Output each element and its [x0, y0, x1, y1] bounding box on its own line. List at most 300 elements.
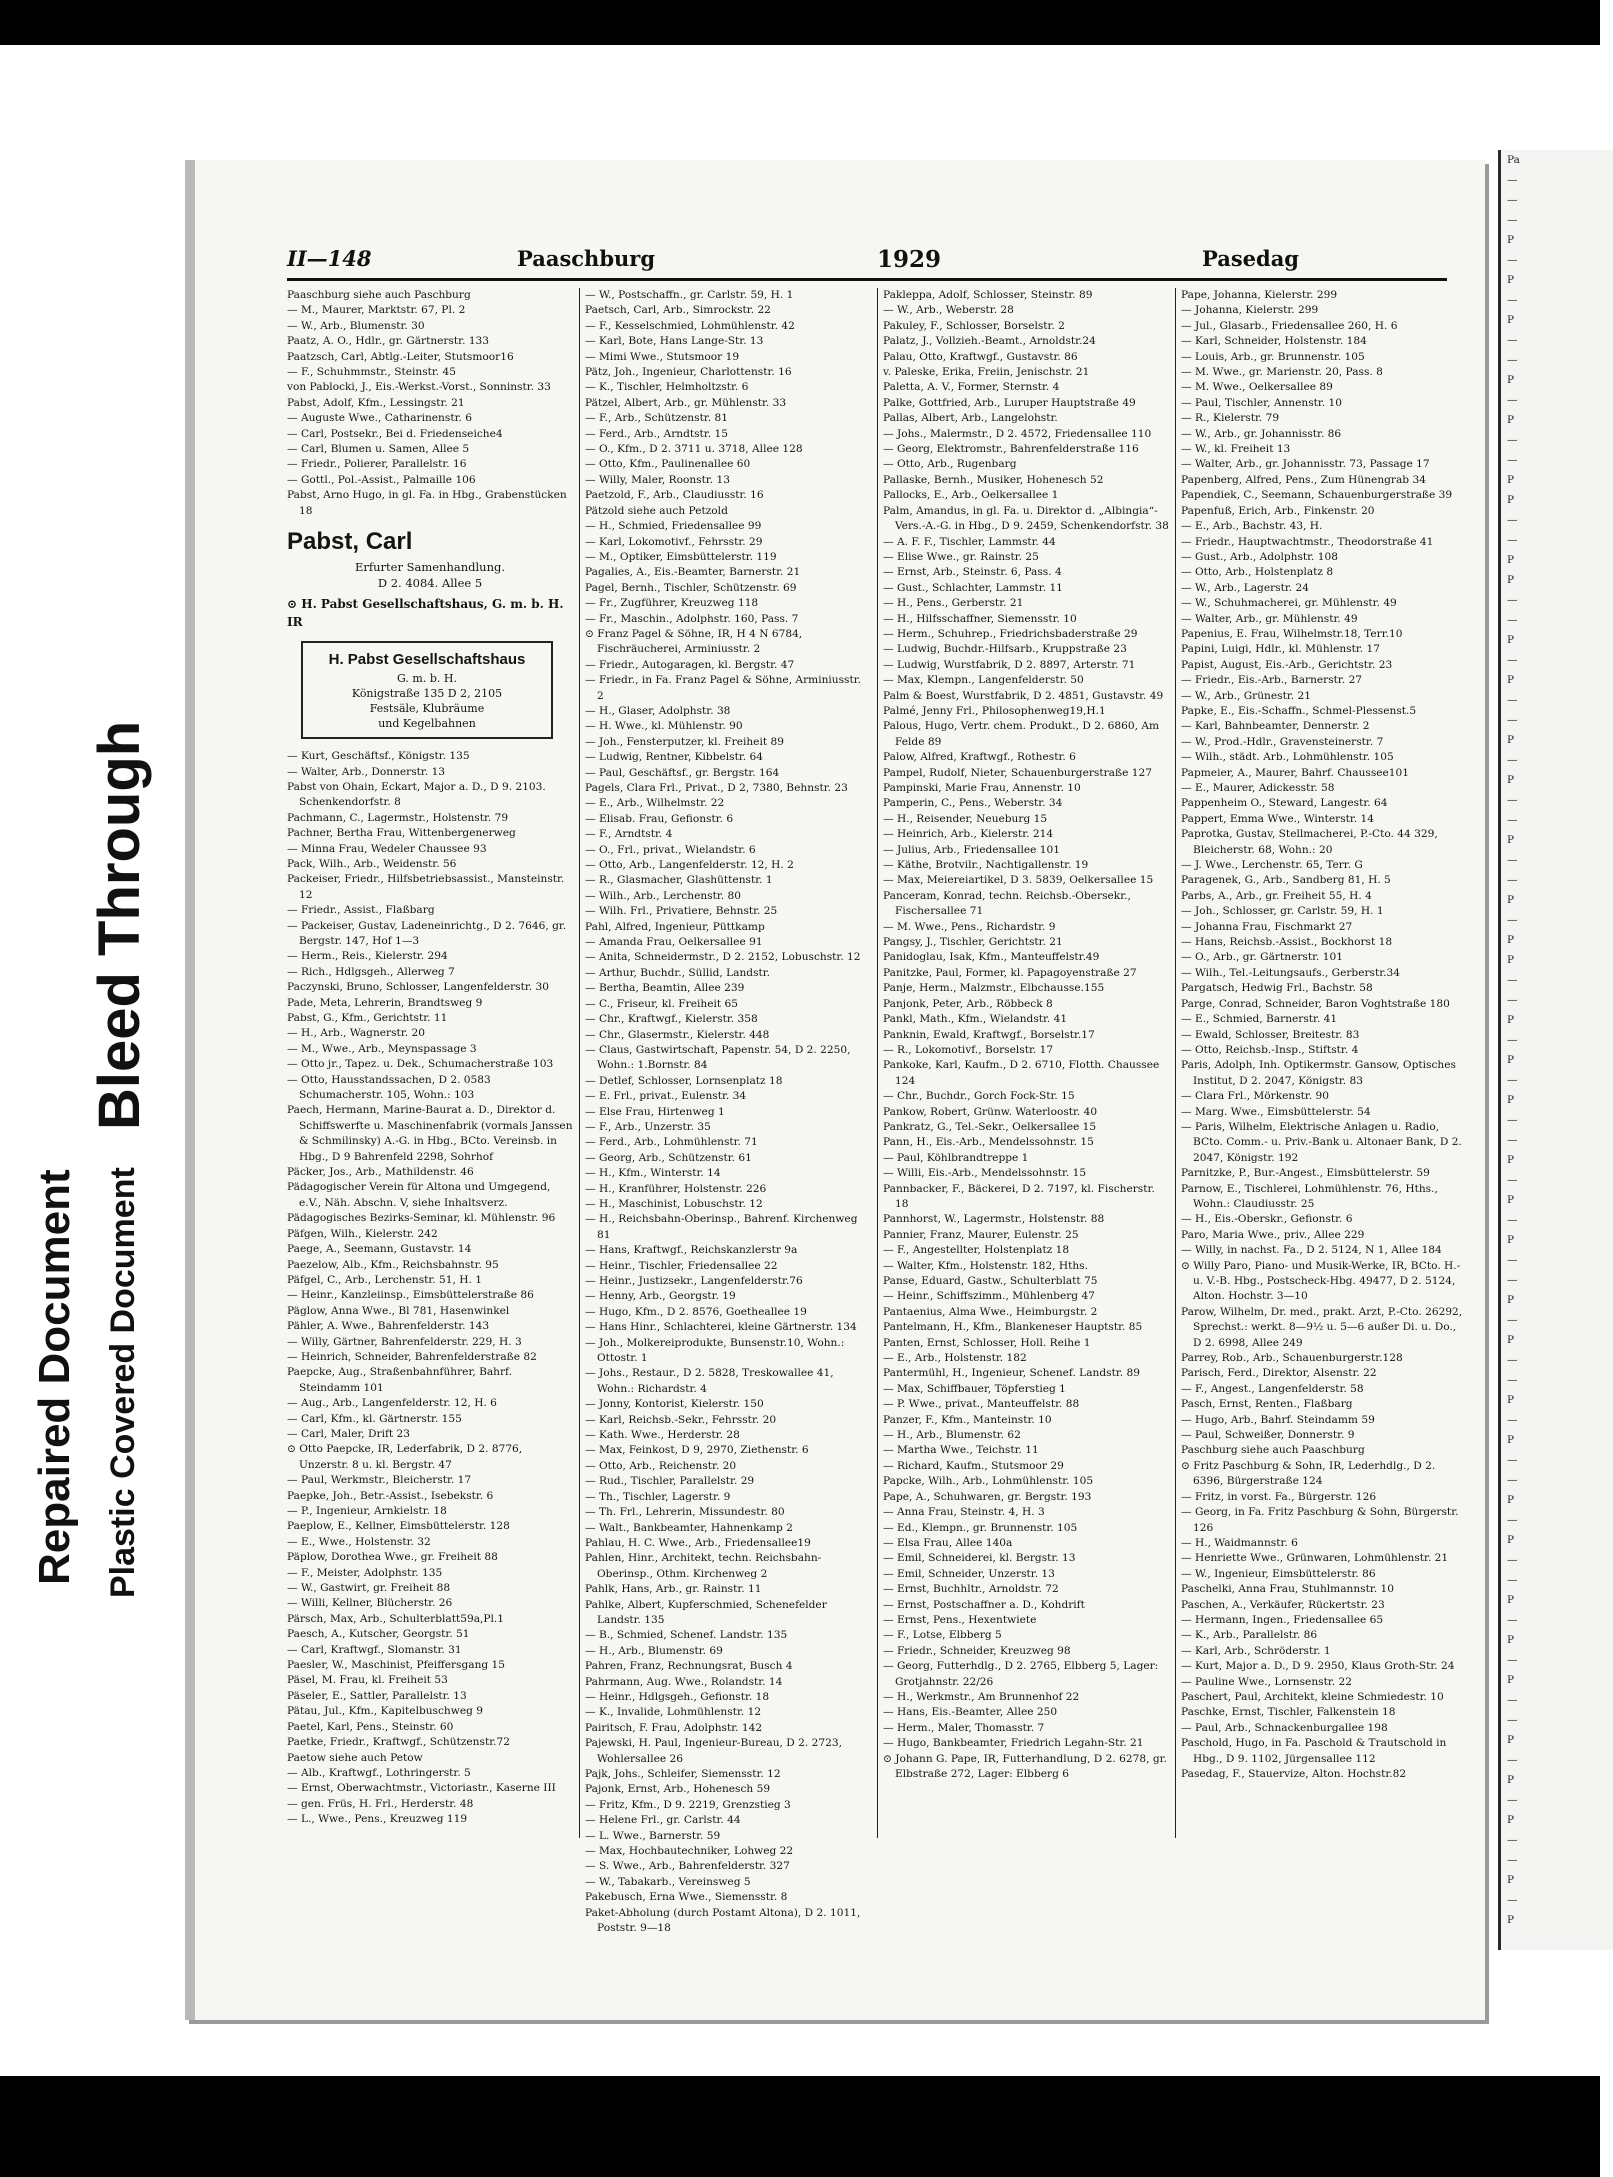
directory-entry: — Fr., Zugführer, Kreuzweg 118 [585, 597, 759, 610]
directory-entry: — S. Wwe., Arb., Bahrenfelderstr. 327 [585, 1860, 790, 1873]
directory-entry: — Kath. Wwe., Herderstr. 28 [585, 1429, 740, 1442]
next-page-fragment: P [1507, 274, 1515, 286]
directory-entry: — Karl, Bote, Hans Lange-Str. 13 [585, 335, 764, 348]
directory-entry: — Friedr., Autogaragen, kl. Bergstr. 47 [585, 658, 795, 671]
directory-entry: Paletta, A. V., Former, Sternstr. 4 [883, 381, 1060, 394]
directory-entry: — Pauline Wwe., Lornsenstr. 22 [1181, 1675, 1352, 1688]
directory-entry: — W., Arb., Blumenstr. 30 [287, 319, 425, 332]
directory-entry: — Georg, in Fa. Fritz Paschburg & Sohn, Bürgerstr. 126 [1181, 1506, 1459, 1534]
next-page-fragment: — [1507, 434, 1518, 446]
directory-entry: — Paris, Wilhelm, Elektrische Anlagen u. Radio, BCto. Comm.- u. Priv.-Bank u. Altonaer Bank, D 2. 2047, Königstr. 192 [1181, 1120, 1462, 1164]
directory-entry: — H., Maschinist, Lobuschstr. 12 [585, 1197, 763, 1210]
directory-entry: Packeiser, Friedr., Hilfsbetriebsassist., Mansteinstr. 12 [287, 873, 565, 901]
directory-entry: — H., Reisender, Neueburg 15 [883, 812, 1048, 825]
directory-entry: Panidoglau, Isak, Kfm., Manteuffelstr.49 [883, 951, 1100, 964]
directory-entry: — Heinr., Hdlgsgeh., Gefionstr. 18 [585, 1690, 770, 1703]
directory-entry: Päseler, E., Sattler, Parallelstr. 13 [287, 1689, 467, 1702]
directory-entry: — Chr., Kraftwgf., Kielerstr. 358 [585, 1013, 758, 1026]
directory-entry: — H., Waidmannstr. 6 [1181, 1536, 1298, 1549]
directory-entry: Parrey, Rob., Arb., Schauenburgerstr.128 [1181, 1352, 1403, 1365]
next-page-fragment: — [1507, 1074, 1518, 1086]
directory-entry: Pabst, Adolf, Kfm., Lessingstr. 21 [287, 396, 465, 409]
directory-entry: Pannbacker, F., Bäckerei, D 2. 7197, kl. Fischerstr. 18 [883, 1182, 1155, 1210]
directory-entry: — Willy, Gärtner, Bahrenfelderstr. 229, H. 3 [287, 1335, 522, 1348]
next-page-fragment: — [1507, 914, 1518, 926]
next-page-fragment: — [1507, 514, 1518, 526]
directory-entry: — Hugo, Kfm., D 2. 8576, Goetheallee 19 [585, 1305, 807, 1318]
directory-entry: Pape, Johanna, Kielerstr. 299 [1181, 289, 1338, 301]
directory-entry: Pahren, Franz, Rechnungsrat, Busch 4 [585, 1660, 793, 1673]
scan-border-bottom [0, 2076, 1600, 2177]
directory-entry: Paech, Hermann, Marine-Baurat a. D., Direktor d. Schiffswerfte u. Maschinenfabrik (vormals Janssen & Schmilinsky) A.-G. in Hbg., BCto. Vereinsb. in Hbg., D 9 Bahrenfeld 2298, Sohrhof [287, 1104, 573, 1163]
next-page-fragment: P [1507, 674, 1515, 686]
directory-entry: Pack, Wilh., Arb., Weidenstr. 56 [287, 857, 457, 870]
directory-entry: Paepcke, Aug., Straßenbahnführer, Bahrf. Steindamm 101 [287, 1366, 512, 1394]
directory-entry: — H., Schmied, Friedensallee 99 [585, 520, 762, 533]
next-page-fragment: — [1507, 1134, 1518, 1146]
directory-entry: — Fritz, Kfm., D 9. 2219, Grenzstieg 3 [585, 1798, 791, 1811]
directory-entry: Parbs, A., Arb., gr. Freiheit 55, H. 4 [1181, 889, 1372, 902]
directory-entry: — Chr., Glasermstr., Kielerstr. 448 [585, 1028, 770, 1041]
directory-entry: ⊙ Fritz Paschburg & Sohn, IR, Lederhdlg., D 2. 6396, Bürgerstraße 124 [1181, 1459, 1436, 1488]
directory-entry: — Karl, Bahnbeamter, Dennerstr. 2 [1181, 720, 1370, 733]
directory-entry: — Georg, Futterhdlg., D 2. 2765, Elbberg 5, Lager: Grotjahnstr. 22/26 [883, 1660, 1159, 1688]
directory-entry: — Emil, Schneider, Unzerstr. 13 [883, 1567, 1055, 1580]
directory-entry: Pasedag, F., Stauervize, Alton. Hochstr.82 [1181, 1768, 1407, 1780]
directory-entry: — Johs., Restaur., D 2. 5828, Treskowallee 41, Wohn.: Richardstr. 4 [585, 1367, 834, 1395]
directory-entry: Pankow, Robert, Grünw. Waterloostr. 40 [883, 1105, 1098, 1118]
directory-entry: Palous, Hugo, Vertr. chem. Produkt., D 2. 6860, Am Felde 89 [883, 720, 1160, 748]
next-page-fragment: — [1507, 194, 1518, 206]
directory-entry: Panzer, F., Kfm., Manteinstr. 10 [883, 1413, 1052, 1426]
directory-entry: — F., Arb., Unzerstr. 35 [585, 1120, 711, 1133]
directory-entry: — Gust., Schlachter, Lammstr. 11 [883, 581, 1063, 594]
directory-entry: — Wilh. Frl., Privatiere, Behnstr. 25 [585, 905, 778, 918]
directory-entry: — Henriette Wwe., Grünwaren, Lohmühlenstr. 21 [1181, 1552, 1449, 1565]
directory-entry: Papini, Luigi, Hdlr., kl. Mühlenstr. 17 [1181, 643, 1380, 656]
directory-entry: — W., Schuhmacherei, gr. Mühlenstr. 49 [1181, 597, 1397, 610]
directory-entry: Pakuley, F., Schlosser, Borselstr. 2 [883, 319, 1065, 332]
directory-entry: — Friedr., Schneider, Kreuzweg 98 [883, 1644, 1071, 1657]
directory-entry: — R., Lokomotivf., Borselstr. 17 [883, 1043, 1054, 1056]
directory-entry: — Hermann, Ingen., Friedensallee 65 [1181, 1613, 1384, 1626]
directory-entry: Paschen, A., Verkäufer, Rückertstr. 23 [1181, 1598, 1385, 1611]
directory-entry: — Minna Frau, Wedeler Chaussee 93 [287, 842, 487, 855]
directory-entry: — W., Postschaffn., gr. Carlstr. 59, H. 1 [585, 289, 794, 301]
directory-entry: — K., Arb., Parallelstr. 86 [1181, 1629, 1318, 1642]
next-page-fragment: — [1507, 334, 1518, 346]
directory-entry: — Chr., Buchdr., Gorch Fock-Str. 15 [883, 1090, 1075, 1103]
next-page-fragment: P [1507, 574, 1515, 586]
directory-entry: Paetel, Karl, Pens., Steinstr. 60 [287, 1720, 454, 1733]
directory-entry: — Elsa Frau, Allee 140a [883, 1536, 1013, 1549]
next-page-fragment: — [1507, 1174, 1518, 1186]
next-page-fragment: — [1507, 1694, 1518, 1706]
directory-entry: — E., Wwe., Holstenstr. 32 [287, 1535, 431, 1548]
directory-entry: — Anna Frau, Steinstr. 4, H. 3 [883, 1506, 1045, 1519]
directory-entry: Panitzke, Paul, Former, kl. Papagoyenstraße 27 [883, 966, 1137, 979]
directory-entry: Papendiek, C., Seemann, Schauenburgerstraße 39 [1181, 489, 1453, 502]
directory-entry: Pärsch, Max, Arb., Schulterblatt59a,Pl.1 [287, 1612, 505, 1625]
directory-entry: Paschelki, Anna Frau, Stuhlmannstr. 10 [1181, 1583, 1394, 1596]
directory-entry: — L. Wwe., Barnerstr. 59 [585, 1829, 721, 1842]
column-3 [883, 288, 1169, 1838]
directory-entry: — F., Arndtstr. 4 [585, 828, 673, 841]
directory-entry: Panje, Herm., Malzmstr., Elbchausse.155 [883, 982, 1105, 995]
directory-entry: Papenius, E. Frau, Wilhelmstr.18, Terr.10 [1181, 627, 1403, 640]
directory-entry: Pairitsch, F. Frau, Adolphstr. 142 [585, 1721, 763, 1734]
directory-entry: — W., kl. Freiheit 13 [1181, 443, 1291, 456]
directory-entry: Paege, A., Seemann, Gustavstr. 14 [287, 1243, 472, 1256]
directory-entry: — Max, Feinkost, D 9, 2970, Ziethenstr. 6 [585, 1444, 809, 1457]
directory-entry: — Wilh., städt. Arb., Lohmühlenstr. 105 [1181, 751, 1394, 764]
bleed-through-label: Bleed Through [87, 720, 152, 1130]
directory-entry: ⊙ Johann G. Pape, IR, Futterhandlung, D 2. 6278, gr. Elbstraße 272, Lager: Elbberg 6 [883, 1752, 1167, 1780]
directory-entry: — Karl, Reichsb.-Sekr., Fehrsstr. 20 [585, 1413, 777, 1426]
ad-box-line: G. m. b. H. [397, 672, 457, 686]
directory-entry: — Ernst, Postschaffner a. D., Kohdrift [883, 1598, 1085, 1611]
next-page-fragment: — [1507, 854, 1518, 866]
directory-entry: — H. Wwe., kl. Mühlenstr. 90 [585, 720, 743, 733]
directory-entry: Pankratz, G., Tel.-Sekr., Oelkersallee 15 [883, 1120, 1097, 1133]
directory-entry: — Max, Schiffbauer, Töpferstieg 1 [883, 1382, 1066, 1395]
column-4 [1181, 288, 1467, 1838]
directory-entry: — W., Prod.-Hdlr., Gravensteinerstr. 7 [1181, 735, 1384, 748]
directory-entry: ⊙ Otto Paepcke, IR, Lederfabrik, D 2. 8776, Unzerstr. 8 u. kl. Bergstr. 47 [287, 1443, 523, 1471]
next-page-fragment: — [1507, 1314, 1518, 1326]
directory-entry: — H., Arb., Blumenstr. 62 [883, 1429, 1021, 1442]
directory-entry: — A. F. F., Tischler, Lammstr. 44 [883, 535, 1056, 548]
directory-entry: — Ludwig, Buchdr.-Hilfsarb., Kruppstraße 23 [883, 643, 1127, 656]
directory-entry: Paepke, Joh., Betr.-Assist., Isebekstr. 6 [287, 1489, 494, 1502]
next-page-fragment: — [1507, 974, 1518, 986]
directory-entry: — Ferd., Arb., Arndtstr. 15 [585, 427, 728, 440]
directory-entry: — Helene Frl., gr. Carlstr. 44 [585, 1814, 741, 1827]
directory-entry: — Heinrich, Schneider, Bahrenfelderstraße 82 [287, 1350, 537, 1363]
directory-entry: — H., Arb., Wagnerstr. 20 [287, 1027, 425, 1040]
next-page-fragment: — [1507, 1254, 1518, 1266]
directory-entry: — Kurt, Major a. D., D 9. 2950, Klaus Groth-Str. 24 [1181, 1660, 1455, 1673]
directory-entry: — W., Ingenieur, Eimsbüttelerstr. 86 [1181, 1567, 1376, 1580]
directory-entry: Pahrmann, Aug. Wwe., Rolandstr. 14 [585, 1675, 783, 1688]
directory-entry: — Karl, Arb., Schröderstr. 1 [1181, 1644, 1331, 1657]
next-page-fragment: — [1507, 1854, 1518, 1866]
directory-entry: — P. Wwe., privat., Manteuffelstr. 88 [883, 1398, 1080, 1411]
next-page-fragment: — [1507, 1794, 1518, 1806]
directory-entry: — Kurt, Geschäftsf., Königstr. 135 [287, 750, 470, 763]
directory-entry: — Ernst, Arb., Steinstr. 6, Pass. 4 [883, 566, 1062, 579]
directory-entry: Paetke, Friedr., Kraftwgf., Schützenstr.72 [287, 1736, 510, 1749]
directory-entry: — Th. Frl., Lehrerin, Missundestr. 80 [585, 1506, 785, 1519]
directory-entry: — Heinr., Kanzleiinsp., Eimsbüttelerstraße 86 [287, 1289, 534, 1302]
directory-entry: — M., Maurer, Marktstr. 67, Pl. 2 [287, 304, 466, 317]
directory-entry: — Karl, Lokomotivf., Fehrsstr. 29 [585, 535, 763, 548]
directory-entry: Palm & Boest, Wurstfabrik, D 2. 4851, Gustavstr. 49 [883, 689, 1164, 702]
pabst-advertisement [287, 525, 573, 739]
directory-entry: Paris, Adolph, Inh. Optikermstr. Gansow, Optisches Institut, D 2. 2047, Königstr. 83 [1181, 1059, 1456, 1087]
directory-entry: — Max, Klempn., Langenfelderstr. 50 [883, 674, 1084, 687]
directory-entry: — Ludwig, Rentner, Kibbelstr. 64 [585, 751, 763, 764]
directory-entry: Palatz, J., Vollzieh.-Beamt., Arnoldstr.24 [883, 335, 1096, 348]
directory-entry: — Ed., Klempn., gr. Brunnenstr. 105 [883, 1521, 1078, 1534]
directory-entry: — Mimi Wwe., Stutsmoor 19 [585, 350, 740, 363]
next-page-fragment: — [1507, 994, 1518, 1006]
directory-entry: Panceram, Konrad, techn. Reichsb.-Obersekr., Fischersallee 71 [883, 889, 1131, 918]
directory-entry: — W., Arb., gr. Johannisstr. 86 [1181, 427, 1342, 440]
directory-entry: — E., Arb., Holstenstr. 182 [883, 1352, 1027, 1365]
next-page-fragment: — [1507, 454, 1518, 466]
directory-entry: Pampel, Rudolf, Nieter, Schauenburgerstraße 127 [883, 766, 1152, 779]
directory-entry: — F., Kesselschmied, Lohmühlenstr. 42 [585, 319, 795, 332]
directory-entry: — Paul, Tischler, Annenstr. 10 [1181, 396, 1343, 409]
directory-entry: Pallaske, Bernh., Musiker, Hohenesch 52 [883, 473, 1104, 486]
page-number: II—148 [287, 246, 372, 271]
next-page-fragment: P [1507, 1434, 1515, 1446]
directory-entry: Pahlau, H. C. Wwe., Arb., Friedensallee19 [585, 1536, 811, 1549]
directory-entry: — E., Schmied, Barnerstr. 41 [1181, 1013, 1338, 1026]
directory-entry: — J. Wwe., Lerchenstr. 65, Terr. G [1181, 859, 1363, 872]
directory-entry: — Louis, Arb., gr. Brunnenstr. 105 [1181, 350, 1365, 363]
directory-entry: — M., Optiker, Eimsbüttelerstr. 119 [585, 550, 777, 563]
directory-entry: — F., Meister, Adolphstr. 135 [287, 1566, 443, 1579]
directory-entry: — H., Reichsbahn-Oberinsp., Bahrenf. Kirchenweg 81 [585, 1213, 858, 1241]
next-page-fragment: P [1507, 1494, 1515, 1506]
directory-entry: Pamperin, C., Pens., Weberstr. 34 [883, 797, 1063, 810]
ad-box-line: Festsäle, Klubräume [369, 702, 485, 716]
directory-entry: — W., Arb., Weberstr. 28 [883, 304, 1014, 317]
directory-entry: — Gust., Arb., Adolphstr. 108 [1181, 550, 1338, 563]
directory-entry: Paeplow, E., Kellner, Eimsbüttelerstr. 128 [287, 1520, 510, 1533]
ad-box-title: H. Pabst Gesellschaftshaus [328, 651, 526, 669]
directory-entry: — Herm., Schuhrep., Friedrichsbaderstraße 29 [883, 627, 1138, 640]
directory-entry: Palmé, Jenny Frl., Philosophenweg19,H.1 [883, 704, 1106, 717]
directory-entry: Panknin, Ewald, Kraftwgf., Borselstr.17 [883, 1028, 1095, 1041]
directory-entry: — F., Lotse, Elbberg 5 [883, 1629, 1002, 1642]
directory-entry: — Emil, Schneiderei, kl. Bergstr. 13 [883, 1552, 1076, 1565]
directory-entry: Paesch, A., Kutscher, Georgstr. 51 [287, 1628, 470, 1641]
directory-entry: Pasch, Ernst, Renten., Flaßbarg [1181, 1398, 1353, 1411]
directory-entry: — Elisab. Frau, Gefionstr. 6 [585, 812, 734, 825]
directory-entry: Paragenek, G., Arb., Sandberg 81, H. 5 [1181, 874, 1391, 887]
directory-entry: — Otto, Kfm., Paulinenallee 60 [585, 458, 751, 471]
directory-entry: Papke, E., Eis.-Schaffn., Schmel-Plessenst.5 [1181, 704, 1417, 717]
directory-entry: — Friedr., Hauptwachtmstr., Theodorstraße 41 [1181, 535, 1434, 548]
ad-line: D 2. 4084. Allee 5 [377, 576, 483, 591]
directory-entry: — C., Friseur, kl. Freiheit 65 [585, 997, 738, 1010]
next-page-fragment: P [1507, 1054, 1515, 1066]
directory-entry: Paezelow, Alb., Kfm., Reichsbahnstr. 95 [287, 1258, 499, 1271]
directory-entry: — Willy, in nachst. Fa., D 2. 5124, N 1, Allee 184 [1181, 1244, 1442, 1257]
directory-entry: — Carl, Kfm., kl. Gärtnerstr. 155 [287, 1412, 462, 1425]
directory-entry: v. Paleske, Erika, Freiin, Jenischstr. 21 [883, 366, 1090, 379]
directory-entry: — Julius, Arb., Friedensallee 101 [883, 843, 1061, 856]
directory-entry: — Käthe, Brotvilr., Nachtigallenstr. 19 [883, 859, 1089, 872]
next-page-fragment: — [1507, 1274, 1518, 1286]
directory-entry: — M. Wwe., Oelkersallee 89 [1181, 381, 1333, 394]
plastic-covered-label: Plastic Covered Document [104, 1167, 142, 1598]
next-page-fragment: — [1507, 1474, 1518, 1486]
directory-entry: Pantaenius, Alma Wwe., Heimburgstr. 2 [883, 1305, 1098, 1318]
directory-entry: Pagels, Clara Frl., Privat., D 2, 7380, Behnstr. 23 [585, 782, 848, 794]
directory-entry: Papenberg, Alfred, Pens., Zum Hünengrab 34 [1181, 473, 1426, 486]
directory-entry: — Walter, Arb., Donnerstr. 13 [287, 765, 446, 778]
directory-entry: — Hans, Kraftwgf., Reichskanzlerstr 9a [585, 1244, 798, 1257]
directory-entry: Päfgel, C., Arb., Lerchenstr. 51, H. 1 [287, 1273, 482, 1286]
directory-entry: Papmeier, A., Maurer, Bahrf. Chaussee101 [1181, 766, 1410, 779]
next-page-fragment: — [1507, 1574, 1518, 1586]
directory-entry: — Johs., Malermstr., D 2. 4572, Friedensallee 110 [883, 427, 1152, 440]
directory-entry: — Carl, Kraftwgf., Slomanstr. 31 [287, 1643, 462, 1656]
directory-entry: — Paul, Schweißer, Donnerstr. 9 [1181, 1429, 1355, 1442]
directory-entry: — Richard, Kaufm., Stutsmoor 29 [883, 1459, 1064, 1472]
directory-entry: Päsel, M. Frau, kl. Freiheit 53 [287, 1674, 448, 1687]
directory-entry: — H., Kfm., Winterstr. 14 [585, 1167, 721, 1180]
directory-entry: — Friedr., Assist., Flaßbarg [287, 904, 435, 917]
next-page-fragment: P [1507, 1594, 1515, 1606]
directory-entry: Pätz, Joh., Ingenieur, Charlottenstr. 16 [585, 366, 792, 379]
directory-entry: Päglow, Anna Wwe., Bl 781, Hasenwinkel [287, 1304, 510, 1317]
directory-entry: — K., Tischler, Helmholtzstr. 6 [585, 381, 749, 394]
directory-entry: — F., Angestellter, Holstenplatz 18 [883, 1244, 1070, 1257]
directory-entry: — Jonny, Kontorist, Kielerstr. 150 [585, 1398, 764, 1411]
directory-entry: — R., Kielerstr. 79 [1181, 412, 1280, 425]
directory-entry: Palau, Otto, Kraftwgf., Gustavstr. 86 [883, 350, 1078, 363]
directory-entry: Pätau, Jul., Kfm., Kapitelbuschweg 9 [287, 1705, 483, 1718]
directory-entry: Palm, Amandus, in gl. Fa. u. Direktor d. „Albingia“-Vers.-A.-G. in Hbg., D 9. 2459, Schenkendorfstr. 38 [883, 504, 1169, 533]
directory-entry: — Friedr., Polierer, Parallelstr. 16 [287, 458, 467, 471]
directory-entry: Palow, Alfred, Kraftwgf., Rothestr. 6 [883, 751, 1076, 764]
directory-entry: Parow, Wilhelm, Dr. med., prakt. Arzt, P.-Cto. 26292, Sprechst.: werkt. 8—9½ u. 5—6 außer Di. u. Do., D 2. 6998, Allee 249 [1181, 1305, 1463, 1349]
next-page-fragment: — [1507, 1654, 1518, 1666]
directory-entry: — B., Schmied, Schenef. Landstr. 135 [585, 1629, 788, 1642]
directory-entry: — E., Arb., Wilhelmstr. 22 [585, 797, 725, 810]
next-page-fragment: P [1507, 314, 1515, 326]
directory-entry: — L., Wwe., Pens., Kreuzweg 119 [287, 1813, 468, 1826]
directory-entry: — Herm., Maler, Thomasstr. 7 [883, 1721, 1045, 1734]
directory-entry: Papcke, Wilh., Arb., Lohmühlenstr. 105 [883, 1475, 1094, 1488]
directory-entry: — H., Hilfsschaffner, Siemensstr. 10 [883, 612, 1077, 625]
directory-entry: — Martha Wwe., Teichstr. 11 [883, 1444, 1039, 1457]
directory-entry: Parnitzke, P., Bur.-Angest., Eimsbüttelerstr. 59 [1181, 1167, 1430, 1180]
directory-entry: — Ewald, Schlosser, Breitestr. 83 [1181, 1028, 1360, 1041]
next-page-fragment: — [1507, 1414, 1518, 1426]
directory-entry: Paczynski, Bruno, Schlosser, Langenfelderstr. 30 [287, 981, 549, 994]
directory-entry: — Joh., Fensterputzer, kl. Freiheit 89 [585, 735, 784, 748]
directory-entry: Paschburg siehe auch Paaschburg [1181, 1444, 1365, 1457]
directory-entry: Pappenheim O., Steward, Langestr. 64 [1181, 797, 1388, 810]
directory-entry: — Willy, Maler, Roonstr. 13 [585, 473, 730, 486]
directory-entry: — Otto, Hausstandssachen, D 2. 0583 Schumacherstr. 105, Wohn.: 103 [287, 1073, 491, 1102]
next-page-fragment: — [1507, 294, 1518, 306]
directory-entry: Pallocks, E., Arb., Oelkersallee 1 [883, 489, 1059, 502]
next-page-fragment: — [1507, 214, 1518, 226]
next-page-fragment: — [1507, 1834, 1518, 1846]
directory-entry: Paschold, Hugo, in Fa. Paschold & Trautschold in Hbg., D 9. 1102, Jürgensallee 112 [1181, 1737, 1447, 1765]
next-page-fragment: P [1507, 1874, 1515, 1886]
next-page-fragment: P [1507, 734, 1515, 746]
directory-entry: — F., Schuhmmstr., Steinstr. 45 [287, 366, 457, 379]
next-page-fragment: — [1507, 1214, 1518, 1226]
directory-entry: Papenfuß, Erich, Arb., Finkenstr. 20 [1181, 504, 1375, 517]
directory-entry: Pachner, Bertha Frau, Wittenbergenerweg [287, 827, 516, 840]
directory-entry: — Herm., Reis., Kielerstr. 294 [287, 950, 448, 963]
next-page-fragment: P [1507, 634, 1515, 646]
next-page-fragment: — [1507, 1374, 1518, 1386]
directory-entry: Paschert, Paul, Architekt, kleine Schmiedestr. 10 [1181, 1690, 1444, 1703]
directory-entry: — Auguste Wwe., Catharinenstr. 6 [287, 412, 472, 425]
column-1 [287, 288, 573, 1838]
directory-entry: Päcker, Jos., Arb., Mathildenstr. 46 [287, 1166, 474, 1179]
column-divider [877, 288, 878, 1838]
next-page-fragment: P [1507, 1774, 1515, 1786]
next-page-fragment: P [1507, 414, 1515, 426]
directory-entry: — H., Arb., Blumenstr. 69 [585, 1644, 723, 1657]
next-page-fragment: Pa [1507, 154, 1520, 166]
directory-entry: Pagel, Bernh., Tischler, Schützenstr. 69 [585, 581, 797, 594]
directory-entry: — Ernst, Oberwachtmstr., Victoriastr., Kaserne III [287, 1782, 556, 1795]
directory-entry: — O., Frl., privat., Wielandstr. 6 [585, 843, 756, 856]
next-page-fragment: — [1507, 1614, 1518, 1626]
directory-entry: — E., Arb., Bachstr. 43, H. [1181, 520, 1323, 533]
directory-entry: Päplow, Dorothea Wwe., gr. Freiheit 88 [287, 1551, 498, 1564]
next-page-fragment: — [1507, 354, 1518, 366]
next-page-fragment: P [1507, 934, 1515, 946]
directory-entry: — O., Kfm., D 2. 3711 u. 3718, Allee 128 [585, 443, 803, 456]
directory-entry: — Elise Wwe., gr. Rainstr. 25 [883, 550, 1039, 563]
directory-entry: Pätzel, Albert, Arb., gr. Mühlenstr. 33 [585, 396, 787, 409]
next-page-fragment: P [1507, 1194, 1515, 1206]
directory-entry: Pachmann, C., Lagermstr., Holstenstr. 79 [287, 811, 509, 824]
next-page-fragment: — [1507, 394, 1518, 406]
next-page-fragment: P [1507, 1674, 1515, 1686]
directory-entry: — Otto jr., Tapez. u. Dek., Schumacherstraße 103 [287, 1058, 554, 1071]
next-page-fragment: — [1507, 1554, 1518, 1566]
directory-entry: — Ferd., Arb., Lohmühlenstr. 71 [585, 1136, 758, 1149]
directory-entry: — W., Arb., Grünestr. 21 [1181, 689, 1311, 702]
directory-entry: Pajonk, Ernst, Arb., Hohenesch 59 [585, 1783, 771, 1796]
directory-entry: Pakleppa, Adolf, Schlosser, Steinstr. 89 [883, 289, 1093, 301]
directory-entry: — Carl, Maler, Drift 23 [287, 1427, 410, 1440]
next-page-fragment: P [1507, 474, 1515, 486]
directory-entry: — Ludwig, Wurstfabrik, D 2. 8897, Arterstr. 71 [883, 658, 1136, 671]
column-2 [585, 288, 871, 1935]
next-page-fragment: — [1507, 754, 1518, 766]
directory-entry: — H., Eis.-Oberskr., Gefionstr. 6 [1181, 1213, 1353, 1226]
directory-entry: — Willi, Eis.-Arb., Mendelssohnstr. 15 [883, 1167, 1087, 1180]
directory-entry: — Jul., Glasarb., Friedensallee 260, H. 6 [1181, 319, 1398, 332]
directory-entry: Paetzold, F., Arb., Claudiusstr. 16 [585, 489, 764, 502]
directory-entry: — E., Maurer, Adickesstr. 58 [1181, 782, 1335, 794]
directory-entry: von Pablocki, J., Eis.-Werkst.-Vorst., Sonninstr. 33 [287, 381, 551, 394]
directory-entry: — H., Werkmstr., Am Brunnenhof 22 [883, 1690, 1080, 1703]
directory-entry: Paro, Maria Wwe., priv., Allee 229 [1181, 1228, 1365, 1241]
directory-entry: Palke, Gottfried, Arb., Luruper Hauptstraße 49 [883, 396, 1136, 409]
directory-entry: Pätzold siehe auch Petzold [585, 504, 728, 517]
directory-entry: — Heinrich, Arb., Kielerstr. 214 [883, 828, 1054, 841]
directory-entry: Pahlk, Hans, Arb., gr. Rainstr. 11 [585, 1583, 762, 1596]
directory-entry: Panse, Eduard, Gastw., Schulterblatt 75 [883, 1275, 1098, 1287]
header-left-keyword: Paaschburg [517, 246, 656, 271]
header-right-keyword: Pasedag [1202, 246, 1299, 271]
next-page-fragment: P [1507, 1914, 1515, 1926]
directory-entry: — Heinr., Justizsekr., Langenfelderstr.76 [585, 1275, 803, 1287]
directory-entry: — Arthur, Buchdr., Süllid, Landstr. [585, 966, 771, 979]
directory-entry: Pantermühl, H., Ingenieur, Schenef. Landstr. 89 [883, 1367, 1140, 1380]
directory-entry: — Walt., Bankbeamter, Hahnenkamp 2 [585, 1521, 793, 1534]
next-page-fragment: — [1507, 714, 1518, 726]
directory-entry: — Ernst, Pens., Hexentwiete [883, 1613, 1037, 1626]
directory-entry: Pädagogisches Bezirks-Seminar, kl. Mühlenstr. 96 [287, 1212, 556, 1225]
